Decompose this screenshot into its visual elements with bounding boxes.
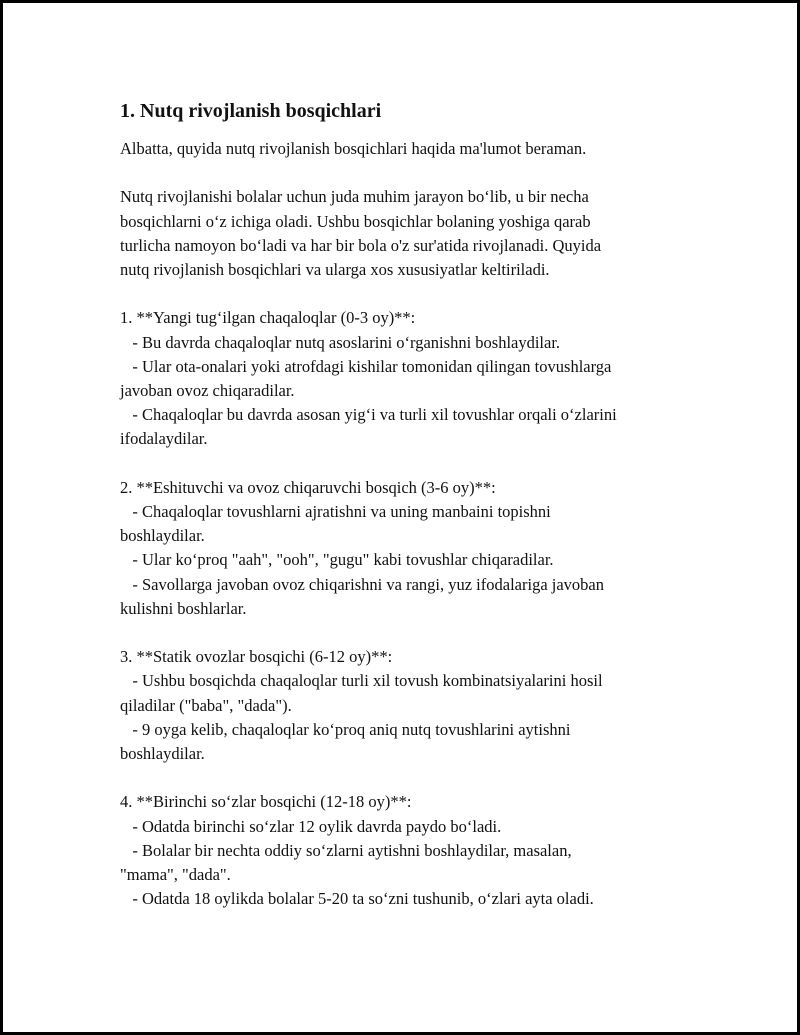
intro-paragraph: Albatta, quyida nutq rivojlanish bosqichlari haqida ma'lumot beraman.	[120, 139, 587, 158]
stage-1-section: 1. **Yangi tug‘ilgan chaqaloqlar (0-3 oy)**: - Bu davrda chaqaloqlar nutq asoslarini o‘rganishni boshlaydilar. - Ular ota-onalari yoki atrofdagi kishilar tomonidan qilingan tovushlarga javoban ovoz chiqaradilar. - Chaqaloqlar bu davrda asosan yig‘i va turli xil tovushlar orqali o‘zlarini ifodalaydilar.	[120, 308, 617, 449]
stage-3-section: 3. **Statik ovozlar bosqichi (6-12 oy)**: - Ushbu bosqichda chaqaloqlar turli xil tovush kombinatsiyalarini hosil qiladilar ("baba", "dada"). - 9 oyga kelib, chaqaloqlar ko‘proq aniq nutq tovushlarini aytishni boshlaydilar.	[120, 647, 603, 764]
stage-4-section: 4. **Birinchi so‘zlar bosqichi (12-18 oy)**: - Odatda birinchi so‘zlar 12 oylik davrda paydo bo‘ladi. - Bolalar bir nechta oddiy so‘zlarni aytishni boshlaydilar, masalan, "mama", "dada". - Odatda 18 oylikda bolalar 5-20 ta so‘zni tushunib, o‘zlari ayta oladi.	[120, 792, 594, 909]
overview-paragraph: Nutq rivojlanishi bolalar uchun juda muhim jarayon bo‘lib, u bir necha bosqichlarni o‘z ichiga oladi. Ushbu bosqichlar bolaning yoshiga qarab turlicha namoyon bo‘ladi va har bir bola o'z sur'atida rivojlanadi. Quyida nutq rivojlanish bosqichlari va ularga xos xususiyatlar keltiriladi.	[120, 187, 602, 279]
stage-2-section: 2. **Eshituvchi va ovoz chiqaruvchi bosqich (3-6 oy)**: - Chaqaloqlar tovushlarni ajratishni va uning manbaini topishni boshlaydilar. - Ular ko‘proq "aah", "ooh", "gugu" kabi tovushlar chiqaradilar. - Savollarga javoban ovoz chiqarishni va rangi, yuz ifodalariga javoban kulishni boshlarlar.	[120, 477, 604, 618]
page-title: 1. Nutq rivojlanish bosqichlari	[120, 100, 382, 122]
document-body	[120, 98, 680, 911]
